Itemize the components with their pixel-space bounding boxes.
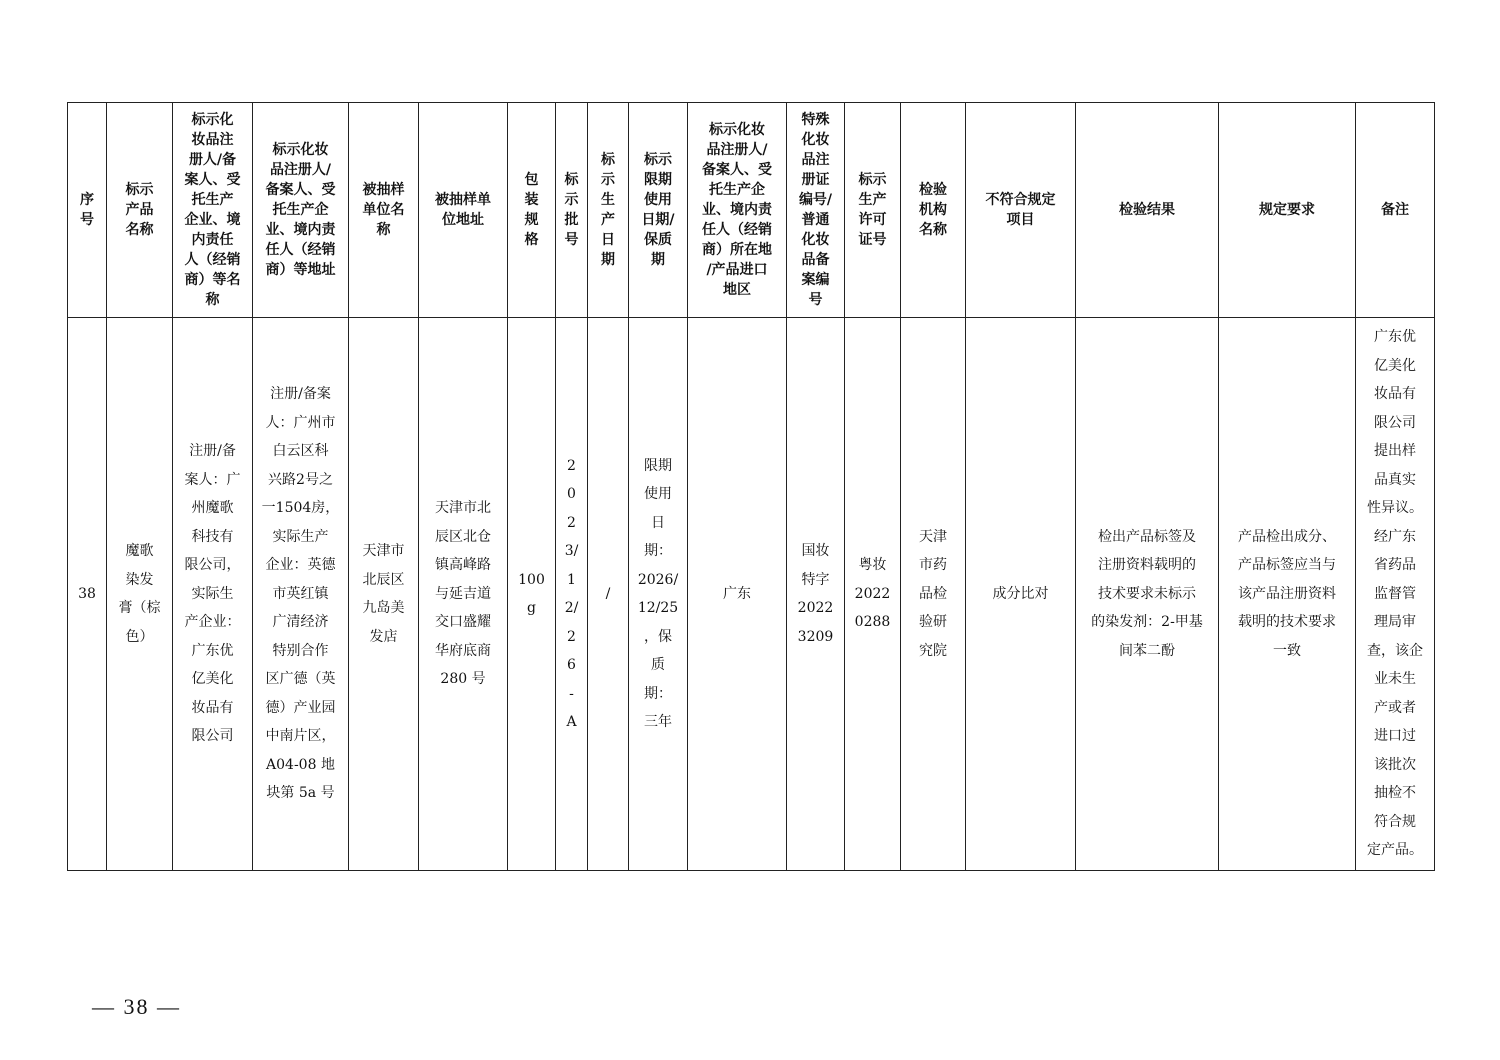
cell-batch-number: 2 0 2 3/ 1 2/ 2 6 - A [556,318,588,871]
cell-inspection-result: 检出产品标签及 注册资料载明的 技术要求未标示 的染发剂：2-甲基 间苯二酚 [1076,318,1219,871]
header-batch-number: 标 示 批 号 [556,103,588,318]
cell-production-date: / [588,318,629,871]
cell-nonconforming-item: 成分比对 [966,318,1076,871]
header-requirement: 规定要求 [1219,103,1356,318]
cell-product-name: 魔歌 染发 膏（棕 色） [107,318,173,871]
cell-serial-number: 38 [68,318,107,871]
cell-location: 广东 [688,318,787,871]
cell-registration-number: 国妆 特字 2022 3209 [787,318,845,871]
cell-production-license: 粤妆 2022 0288 [845,318,901,871]
header-inspection-agency: 检验 机构 名称 [901,103,966,318]
cell-registrant-address: 注册/备案 人：广州市 白云区科 兴路2号之 一1504房， 实际生产 企业：英德 市英红镇 广清经济 特别合作 区广德（英 德）产业园 中南片区， A04-08 地 块第 5a 号 [253,318,349,871]
cell-sampled-unit-name: 天津市 北辰区 九岛美 发店 [349,318,419,871]
page-number: — 38 — [92,994,181,1019]
header-location: 标示化妆 品注册人/ 备案人、受 托生产企 业、境内责 任人（经销 商）所在地 /产品进口 地区 [688,103,787,318]
header-inspection-result: 检验结果 [1076,103,1219,318]
header-production-license: 标示 生产 许可 证号 [845,103,901,318]
table-header-row [68,103,1435,318]
inspection-results-table [67,102,1435,871]
header-nonconforming-item: 不符合规定 项目 [966,103,1076,318]
header-serial-number: 序 号 [68,103,107,318]
cell-remarks: 广东优 亿美化 妆品有 限公司 提出样 品真实 性异议。 经广东 省药品 监督管 理局审 查，该企 业未生 产或者 进口过 该批次 抽检不 符合规 定产品。 [1356,318,1435,871]
header-remarks: 备注 [1356,103,1435,318]
cell-inspection-agency: 天津 市药 品检 验研 究院 [901,318,966,871]
header-product-name: 标示 产品 名称 [107,103,173,318]
header-sampled-unit-name: 被抽样 单位名 称 [349,103,419,318]
cell-package-spec: 100 g [508,318,556,871]
header-registrant-name: 标示化 妆品注 册人/备 案人、受 托生产 企业、境 内责任 人（经销 商）等名 称 [173,103,253,318]
table-row [68,318,1435,871]
header-package-spec: 包 装 规 格 [508,103,556,318]
header-production-date: 标 示 生 产 日 期 [588,103,629,318]
header-registrant-address: 标示化妆 品注册人/ 备案人、受 托生产企 业、境内责 任人（经销 商）等地址 [253,103,349,318]
header-registration-number: 特殊 化妆 品注 册证 编号/ 普通 化妆 品备 案编 号 [787,103,845,318]
cell-expiry-date: 限期 使用 日 期： 2026/ 12/25 ，保 质 期： 三年 [629,318,688,871]
cell-requirement: 产品检出成分、 产品标签应当与 该产品注册资料 载明的技术要求 一致 [1219,318,1356,871]
header-expiry-date: 标示 限期 使用 日期/ 保质 期 [629,103,688,318]
cell-registrant-name: 注册/备 案人：广 州魔歌 科技有 限公司， 实际生 产企业： 广东优 亿美化 妆品有 限公司 [173,318,253,871]
cell-sampled-unit-address: 天津市北 辰区北仓 镇高峰路 与延吉道 交口盛耀 华府底商 280 号 [419,318,508,871]
header-sampled-unit-address: 被抽样单 位地址 [419,103,508,318]
